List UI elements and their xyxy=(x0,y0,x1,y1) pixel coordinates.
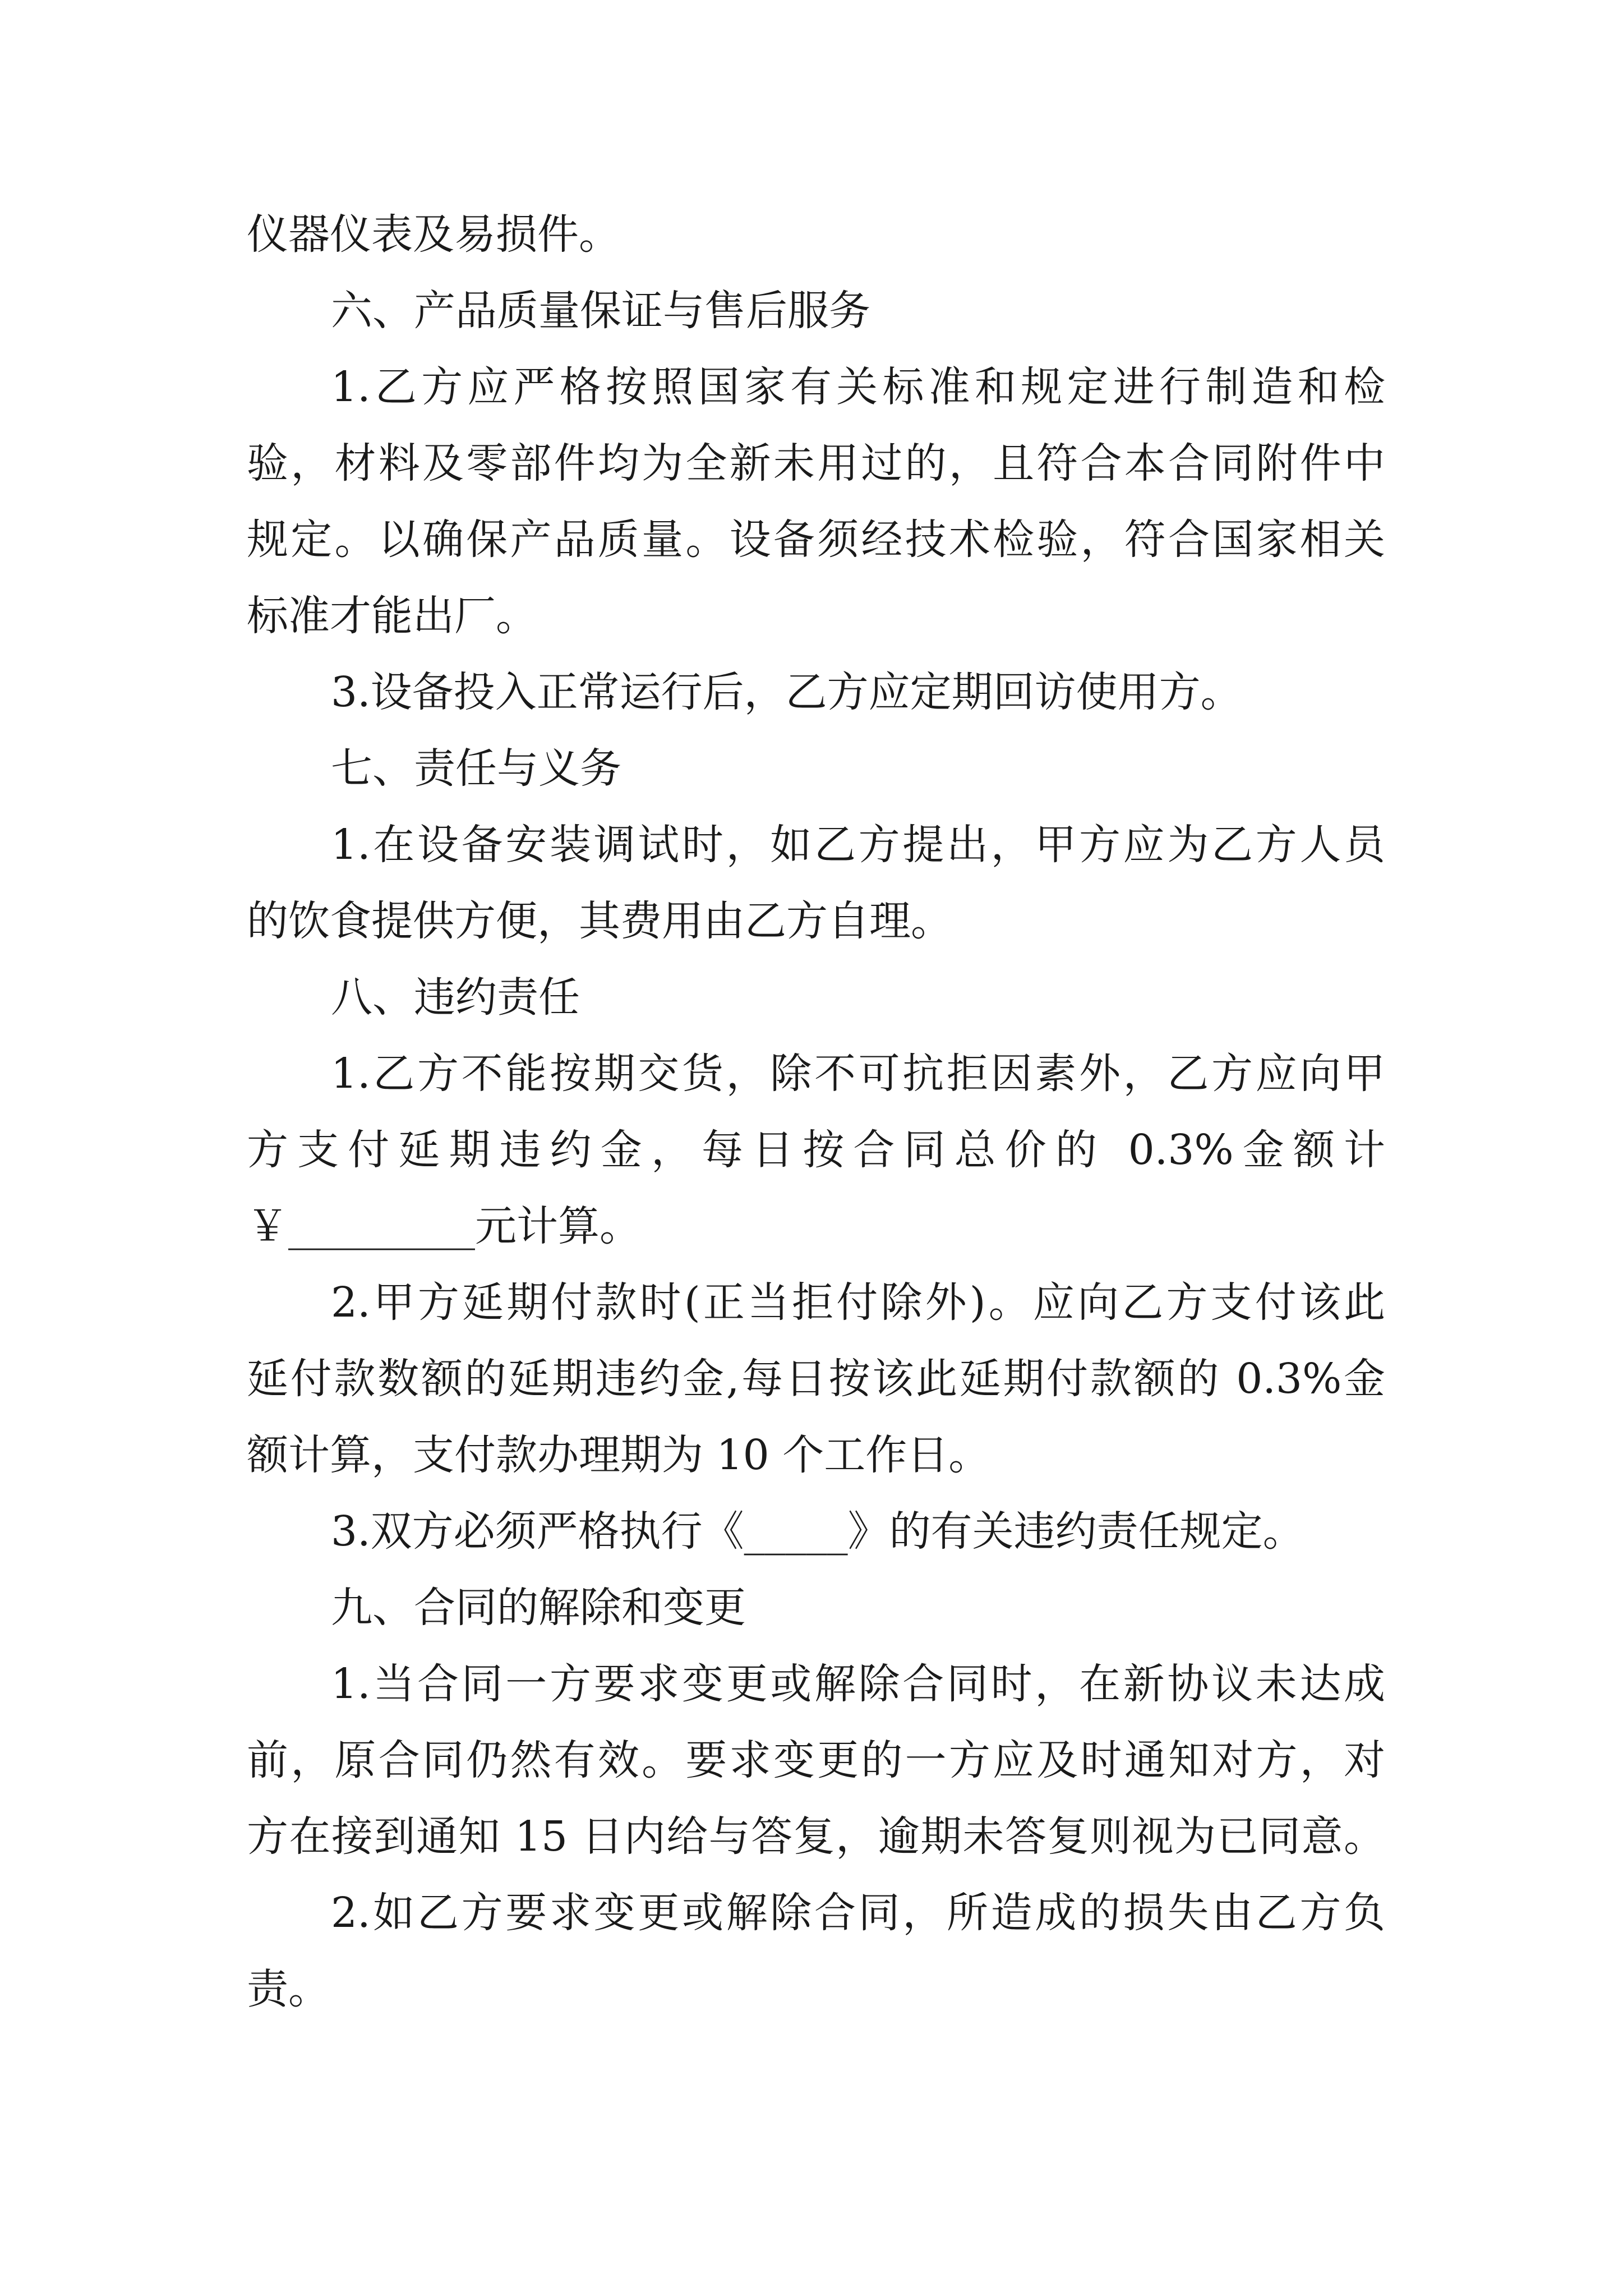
text-line: 的饮食提供方便，其费用由乙方自理。 xyxy=(247,897,952,945)
text-line: 前，原合同仍然有效。要求变更的一方应及时通知对方，对 xyxy=(247,1736,1385,1784)
text-line: ￥_________元计算。 xyxy=(247,1202,641,1250)
text-line: 延付款数额的延期违约金,每日按该此延期付款额的 0.3%金 xyxy=(247,1355,1385,1403)
text-line: 规定。以确保产品质量。设备须经技术检验，符合国家相关 xyxy=(247,516,1385,564)
text-line: 2.如乙方要求变更或解除合同，所造成的损失由乙方负 xyxy=(331,1889,1385,1937)
document-body xyxy=(247,196,1385,2027)
text-line: 方在接到通知 15 日内给与答复，逾期未答复则视为已同意。 xyxy=(247,1812,1385,1861)
text-line: 八、违约责任 xyxy=(331,973,580,1022)
text-line: 仪器仪表及易损件。 xyxy=(247,210,620,259)
text-line: 1.乙方不能按期交货，除不可抗拒因素外，乙方应向甲 xyxy=(331,1050,1385,1098)
text-line: 方支付延期违约金，每日按合同总价的 0.3%金额计 xyxy=(247,1126,1385,1174)
text-line: 标准才能出厂。 xyxy=(247,592,537,640)
text-line: 1.乙方应严格按照国家有关标准和规定进行制造和检 xyxy=(331,363,1385,411)
text-line: 1.在设备安装调试时，如乙方提出，甲方应为乙方人员 xyxy=(331,821,1385,869)
text-line: 七、责任与义务 xyxy=(331,744,621,793)
text-line: 六、产品质量保证与售后服务 xyxy=(331,287,870,335)
text-line: 责。 xyxy=(247,1965,330,2013)
text-line: 3.设备投入正常运行后，乙方应定期回访使用方。 xyxy=(331,668,1242,716)
text-line: 2.甲方延期付款时(正当拒付除外)。应向乙方支付该此 xyxy=(331,1278,1385,1327)
text-line: 3.双方必须严格执行《_____》的有关违约责任规定。 xyxy=(331,1507,1304,1556)
text-line: 九、合同的解除和变更 xyxy=(331,1584,746,1632)
text-line: 1.当合同一方要求变更或解除合同时，在新协议未达成 xyxy=(331,1660,1385,1708)
text-line: 验，材料及零部件均为全新未用过的，且符合本合同附件中 xyxy=(247,439,1385,487)
text-line: 额计算，支付款办理期为 10 个工作日。 xyxy=(247,1431,990,1479)
